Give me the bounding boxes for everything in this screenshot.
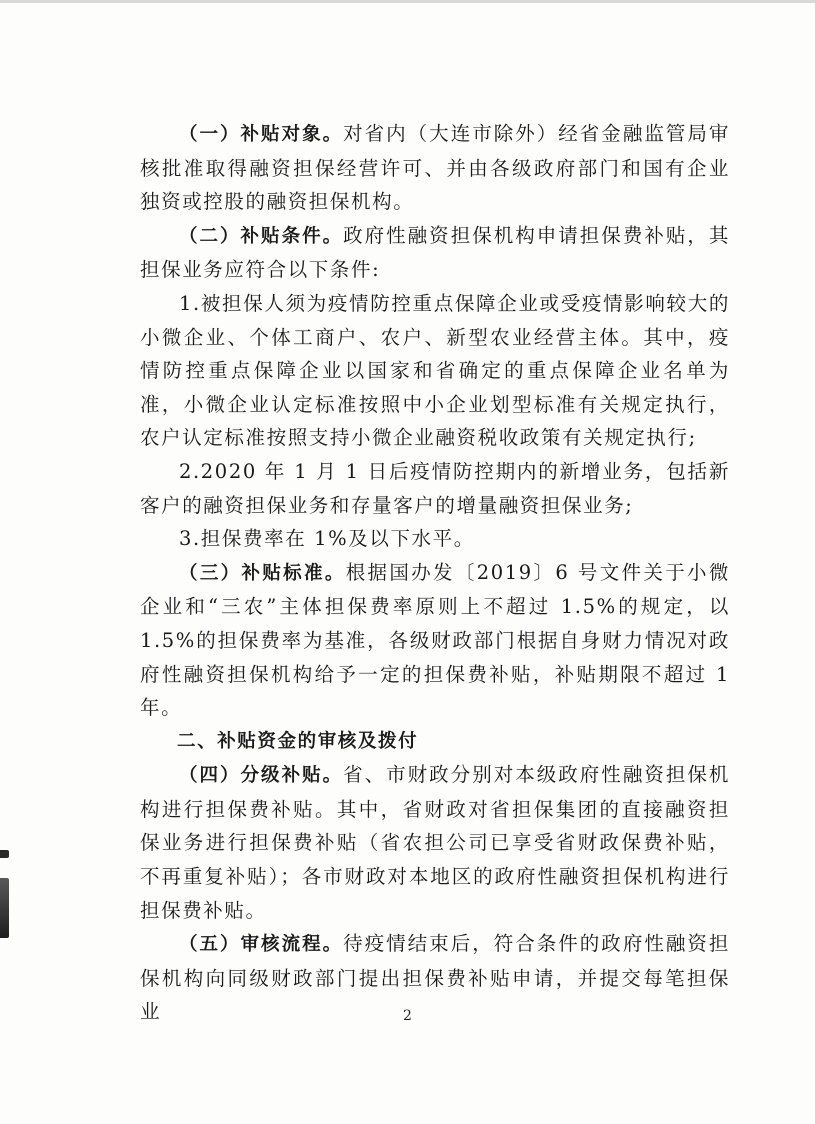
paragraph-text: 待疫情结束后，符合条件的政府性融资担保机构向同级财政部门提出担保费补贴申请，并提交每笔担保业 — [140, 932, 730, 1024]
paragraph-text: 根据国办发〔2019〕6 号文件关于小微企业和“三农”主体担保费率原则上不超过 1.5%的规定，以 1.5%的担保费率为基准，各级财政部门根据自身财力情况对政府性融资担保机构给予一定的担保费补贴，补贴期限不超过 1 年。 — [140, 560, 730, 720]
binder-clip — [0, 878, 9, 938]
paragraph-tiered-subsidy — [140, 758, 730, 927]
paragraph-subsidy-standard — [140, 556, 730, 725]
paragraph-text: 3.担保费率在 1%及以下水平。 — [179, 527, 475, 551]
paragraph-text: 省、市财政分别对本级政府性融资担保机构进行担保费补贴。其中，省财政对省担保集团的直接融资担保业务进行担保费补贴（省农担公司已享受省财政保费补贴，不再重复补贴）；各市财政对本地区的政府性融资担保机构进行担保费补贴。 — [140, 763, 730, 922]
condition-item-1 — [140, 287, 730, 455]
page-number: 2 — [403, 1008, 412, 1024]
condition-item-3 — [140, 522, 730, 556]
paragraph-text: 对省内（大连市除外）经省金融监管局审核批准取得融资担保经营许可、并由各级政府部门和国有企业独资或控股的融资担保机构。 — [140, 122, 730, 214]
condition-item-2 — [140, 455, 730, 522]
section-heading-text: 二、补贴资金的审核及拨付 — [177, 730, 419, 752]
paragraph-text: 1.被担保人须为疫情防控重点保障企业或受疫情影响较大的小微企业、个体工商户、农户、新型农业经营主体。其中，疫情防控重点保障企业以国家和省确定的重点保障企业名单为准，小微企业认定标准按照中小企业划型标准有关规定执行，农户认定标准按照支持小微企业融资税收政策有关规定执行; — [140, 291, 730, 450]
paragraph-subsidy-target — [140, 117, 730, 219]
heading-review-process: （五）审核流程。 — [179, 934, 344, 956]
paragraph-text: 2.2020 年 1 月 1 日后疫情防控期内的新增业务，包括新客户的融资担保业务和存量客户的增量融资担保业务; — [140, 459, 730, 517]
binder-mark — [0, 850, 9, 858]
heading-subsidy-conditions: （二）补贴条件。 — [179, 225, 344, 247]
heading-tiered-subsidy: （四）分级补贴。 — [179, 765, 344, 787]
paragraph-subsidy-conditions — [140, 219, 730, 287]
heading-subsidy-target: （一）补贴对象。 — [179, 124, 344, 145]
scan-edge — [0, 0, 815, 3]
section-heading-review-disbursement — [140, 725, 730, 759]
body-text — [140, 117, 730, 1029]
paragraph-text: 政府性融资担保机构申请担保费补贴，其担保业务应符合以下条件: — [140, 223, 730, 282]
heading-subsidy-standard: （三）补贴标准。 — [179, 562, 346, 584]
